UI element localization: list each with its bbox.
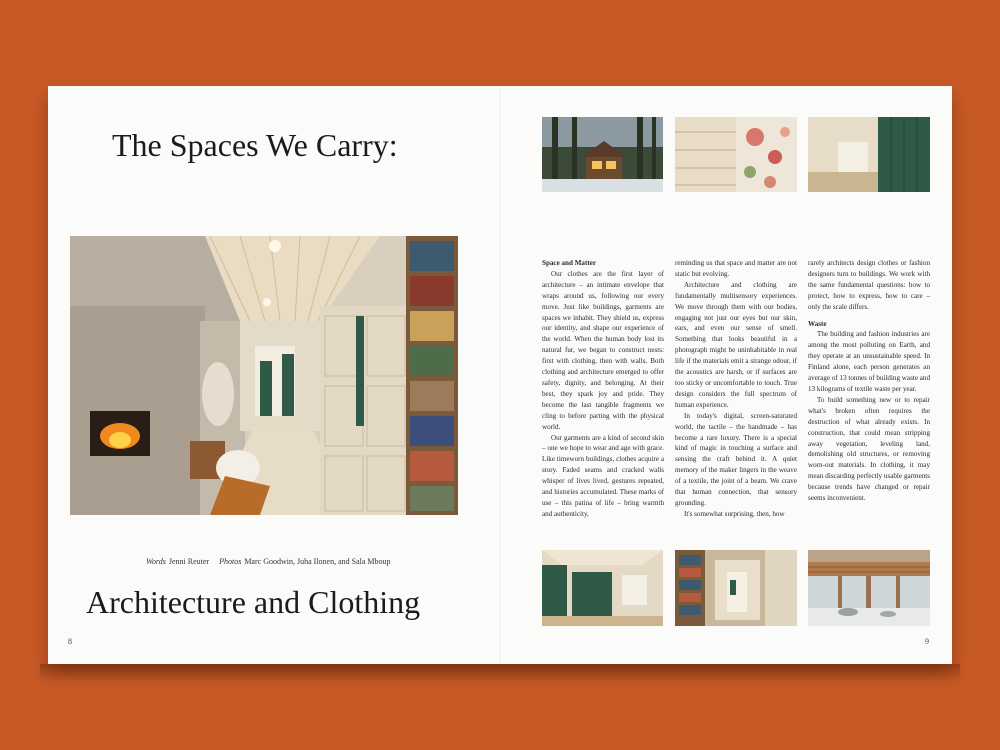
photo-textile-wood (675, 117, 797, 192)
photo-green-cabinet (542, 550, 663, 626)
col2-paragraph-1: reminding us that space and matter are not static but evolving. (675, 259, 797, 278)
col3-paragraph-2: The building and fashion industries are among the most polluting on Earth, and they operate at an unsustainable speed. In Finland alone, each person generates an average of 13 tonnes of building waste and 13 kilograms of textile waste per year. (808, 330, 930, 393)
photo-green-doors (808, 117, 930, 192)
col1-paragraph-1: Our clothes are the first layer of architecture – an intimate envelope that wraps around us, following our every move. Just like buildings, garments are spaces we inhabit. They shield us, express our identity, and shape our experience of the world. When the human body lost its natural fur, we began to construct nests: first with clothing, then with walls. Both clothing and architecture emerged to offer safety, dignity, and belonging. At their best, they spark joy and pride. They become the last tangible fragments we cling to before parting with the physical world. (542, 269, 664, 431)
page-number-left: 8 (68, 637, 72, 646)
photo-corridor (675, 550, 797, 626)
credits (146, 557, 391, 566)
page-shadow (40, 664, 960, 682)
photos-names: Marc Goodwin, Juha Ilonen, and Sala Mboup (244, 557, 391, 566)
words-label: Words (146, 557, 166, 566)
col2-paragraph-3: In today's digital, screen-saturated world, the tactile – the handmade – has become a rare luxury. There is a special kind of magic in touching a surface and sensing the craft behind it. A quiet memory of the maker lingers in the weave of a textile, the joint of a beam. We crave that human connection, that sensory grounding. (675, 411, 797, 507)
col2-paragraph-4: It's somewhat surprising, then, how (684, 509, 785, 518)
text-column-1 (542, 258, 664, 520)
col3-paragraph-3: To build something new or to repair what's broken often requires the destruction of what already exists. In construction, that could mean stripping away vegetation, leveling land, demolishing old structures, or removing worn-out materials. In clothing, it may mean discarding perfectly usable garments because trends have changed or repair seems inconvenient. (808, 395, 930, 503)
photos-label: Photos (219, 557, 242, 566)
title-top: The Spaces We Carry: (112, 127, 398, 163)
text-column-3 (808, 258, 930, 504)
photo-forest-cabin (542, 117, 663, 192)
text-column-2 (675, 258, 797, 520)
main-interior-photo (70, 236, 458, 515)
col2-paragraph-2: Architecture and clothing are fundamentally multisensory experiences. We move through them with our bodies, engaging not just our eyes but our skin, ears, and even our sense of smell. Something that looks beautiful in a photograph might be uninhabitable in real life if the materials emit a strange odour, if the acoustics are harsh, or if surfaces are too sticky or uncomfortable to touch. True design considers the full spectrum of human experience. (675, 280, 797, 409)
heading-space-and-matter: Space and Matter (542, 259, 596, 267)
page-number-right: 9 (925, 637, 929, 646)
photo-shingle-roof (808, 550, 930, 626)
col1-paragraph-2: Our garments are a kind of second skin – one we hope to wear and age with grace. Like timeworn buildings, clothes acquire a story. Faded seams and cracked walls whisper of lives lived, gestures repeated, and histories accumulated. These marks of use – this patina of life – bring warmth and authenticity, (542, 433, 664, 518)
words-name: Jenni Reuter (168, 557, 210, 566)
gutter (499, 86, 501, 664)
col3-paragraph-1: rarely architects design clothes or fashion designers turn to buildings. We work with the same fundamental questions: how to protect, how to express, how to care – only the scale differs. (808, 259, 930, 311)
title-bottom: Architecture and Clothing (86, 584, 421, 620)
heading-waste: Waste (808, 319, 827, 328)
